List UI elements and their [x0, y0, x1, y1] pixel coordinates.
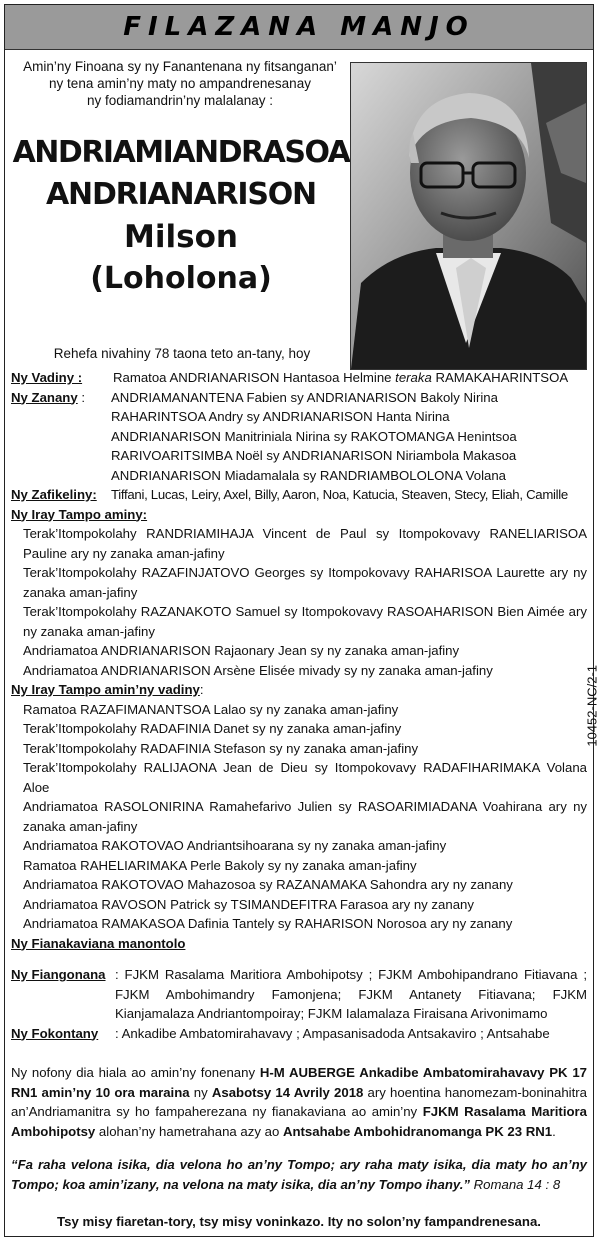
- list-item: Terak’Itompokolahy RANDRIAMIHAJA Vincent de Paul sy Itompokovavy RANELIARISOA Pauline ary ny zanaka aman-jafiny: [23, 526, 587, 561]
- intro-line: ny tena amin’ny maty no ampandrenesanay: [49, 76, 311, 91]
- obituary-notice: [4, 4, 600, 1237]
- list-item: Terak’Itompokolahy RAZAFINJATOVO Georges sy Itompokovavy RAHARISOA Laurette ary ny zanaka aman-jafiny: [23, 565, 587, 600]
- iray-tampo-vady-label: Ny Iray Tampo amin’ny vadiny: [11, 682, 200, 697]
- deceased-surname-2: ANDRIANARISON: [46, 177, 316, 212]
- list-item: Terak’Itompokolahy RADAFINIA Stefason sy ny zanaka aman-jafiny: [23, 740, 419, 756]
- list-item: ANDRIANARISON Miadamalala sy RANDRIAMBOLOLONA Volana: [111, 467, 507, 483]
- reference-code: 10452-NC/2-1: [585, 665, 600, 747]
- deceased-surname-1: ANDRIAMIANDRASOA: [12, 135, 350, 170]
- list-item: Ramatoa RAHELIARIMAKA Perle Bakoly sy ny zanaka aman-jafiny: [23, 857, 417, 873]
- list-item: Terak’Itompokolahy RALIJAONA Jean de Dieu sy Itompokovavy RADAFIHARIMAKA Volana Aloe: [23, 760, 587, 795]
- intro-line: ny fodiamandrin’ny malalanay :: [86, 93, 274, 108]
- list-item: ANDRIAMANANTENA Fabien sy ANDRIANARISON Bakoly Nirina: [111, 389, 498, 405]
- list-item: Andriamatoa ANDRIANARISON Rajaonary Jean sy ny zanaka aman-jafiny: [23, 643, 460, 658]
- fiangonana-text: : FJKM Rasalama Maritiora Ambohipotsy ; FJKM Ambohipandrano Fitiavana ; FJKM Ambohimandry Famonjena; FJKM Antanety Fitiavana; FJKM Kianjamalaza Andriantompoiray; FJKM Ialamalaza Firaisana Arivonimamo: [115, 967, 587, 1021]
- vady-label: Ny Vadiny :: [11, 370, 83, 385]
- list-item: Terak’Itompokolahy RAZANAKOTO Samuel sy Itompokovavy RASOAHARISON Bien Aimée ary ny zanaka aman-jafiny: [23, 604, 587, 639]
- closing-line: Tsy misy fiaretan-tory, tsy misy voninkazo. Ity no solon’ny fampandrenesana.: [57, 1214, 541, 1229]
- deceased-portrait-photo: [350, 62, 587, 370]
- list-item: Ramatoa RAZAFIMANANTSOA Lalao sy ny zanaka aman-jafiny: [23, 701, 399, 717]
- family-list: Ny Vadiny : Ramatoa ANDRIANARISON Hantasoa Helmine teraka RAMAKAHARINTSOA Ny Zanany : ANDRIAMANANTENA Fabien sy ANDRIANARISON Bakoly Nirina RAHARINTSOA Andry sy ANDRIANARISON Hanta Nirina ANDRIANARISON Manitriniala Nirina sy RAKOTOMANGA Henintsoa RARIVOARITSIMBA Noël sy ANDRIANARISON Niriambola Makasoa ANDRIANARISON Miadamalala sy RANDRIAMBOLOLONA Volana Ny Zafikeliny: Tiffani, Lucas, Leiry, Axel, Billy, Aaron, Noa, Katucia, Steaven, Stecy, Eliah, Camille Ny Iray Tampo aminy: Terak’Itompokolahy RANDRIAMIHAJA Vincent de Paul sy Itompokovavy RANELIARISOA Pauline ary ny zanaka aman-jafiny Terak’Itompokolahy RAZAFINJATOVO Georges sy Itompokovavy RAHARISOA Laurette ary ny zanaka aman-jafiny Terak’Itompokolahy RAZANAKOTO Samuel sy Itompokovavy RASOAHARISON Bien Aimée ary ny zanaka aman-jafiny Andriamatoa ANDRIANARISON Rajaonary Jean sy ny zanaka aman-jafiny Andriamatoa ANDRIANARISON Arsène Elisée mivady sy ny zanaka aman-jafiny Ny Iray Tampo amin’ny vadiny: Ramatoa RAZAFIMANANTSOA Lalao sy ny zanaka aman-jafiny Terak’Itompokolahy RADAFINIA Danet sy ny zanaka aman-jafiny Terak’Itompokolahy RADAFINIA Stefason sy ny zanaka aman-jafiny Terak’Itompokolahy RALIJAONA Jean de Dieu sy Itompokovavy RADAFIHARIMAKA Volana Aloe Andriamatoa RASOLONIRINA Ramahefarivo Julien sy RASOARIMIADANA Voahirana ary ny zanaka aman-jafiny Andriamatoa RAKOTOVAO Andriantsihoarana sy ny zanaka aman-jafiny Ramatoa RAHELIARIMAKA Perle Bakoly sy ny zanaka aman-jafiny Andriamatoa RAKOTOVAO Mahazosoa sy RAZANAMAKA Sahondra ary ny zanany Andriamatoa RAVOSON Patrick sy TSIMANDEFITRA Farasoa ary ny zanany Andriamatoa RAMAKASOA Dafinia Tantely sy RAHARISON Norosoa ary ny zanany Ny Fianakaviana manontolo Ny Fiangonana : FJKM Rasalama Maritiora Ambohipotsy ; FJKM Ambohipandrano Fitiavana ; FJKM Ambohimandry Famonjena; FJKM Antanety Fitiavana; FJKM Kianjamalaza Andriantompoiray; FJKM Ialamalaza Firaisana Arivonimamo Ny Fokontany : Ankadibe Ambatomirahavavy ; Ampasanisadoda Antsakaviro ; Antsahabe Ny nofony dia hiala ao amin’ny fonenany H-M AUBERGE Ankadibe Ambatomirahavavy PK 17 RN1 amin’ny 10 ora maraina ny Asabotsy 14 Avrily 2018 ary hoentina hanomezam-boninahitra an’Andriamanitra sy ho fampaherezana ny fianakaviana ao amin’ny FJKM Rasalama Maritiora Ambohipotsy alohan’ny hametrahana azy ao Antsahabe Ambohidranomanga PK 23 RN1. “Fa raha velona isika, dia velona ho an’ny Tompo; ary raha maty isika, dia maty ho an’ny Tompo; koa amin’izany, na velona na maty isika, dia an’ny Tompo ihany.” Romana 14 : 8 Tsy misy fiaretan-tory, tsy misy voninkazo. Ity no solon’ny fampandrenesana.: [5, 368, 593, 1232]
- zanany-row: Ny Zanany : ANDRIAMANANTENA Fabien sy ANDRIANARISON Bakoly Nirina RAHARINTSOA Andry sy ANDRIANARISON Hanta Nirina ANDRIANARISON Manitriniala Nirina sy RAKOTOMANGA Henintsoa RARIVOARITSIMBA Noël sy ANDRIANARISON Niriambola Makasoa ANDRIANARISON Miadamalala sy RANDRIAMBOLOLONA Volana: [11, 388, 587, 486]
- list-item: Andriamatoa RAKOTOVAO Andriantsihoarana sy ny zanaka aman-jafiny: [23, 838, 447, 853]
- top-section: [5, 50, 593, 368]
- list-item: RAHARINTSOA Andry sy ANDRIANARISON Hanta Nirina: [111, 409, 450, 424]
- fokontany-row: [11, 1024, 587, 1044]
- intro-line: Amin’ny Finoana sy ny Fanantenana ny fitsanganan’: [23, 59, 337, 74]
- bible-reference: Romana 14 : 8: [469, 1176, 561, 1192]
- zanany-label: Ny Zanany: [11, 389, 78, 405]
- fianakaviana-label: Ny Fianakaviana manontolo: [11, 935, 186, 951]
- zanany-list: [111, 388, 517, 486]
- deceased-title: (Loholona): [90, 261, 272, 296]
- iray-tampo-vady-list: [11, 700, 587, 934]
- list-item: ANDRIANARISON Manitriniala Nirina sy RAKOTOMANGA Henintsoa: [111, 428, 517, 444]
- fokontany-text: : Ankadibe Ambatomirahavavy ; Ampasanisadoda Antsakaviro ; Antsahabe: [115, 1025, 550, 1041]
- intro-text: [13, 58, 347, 109]
- fokontany-label: Ny Fokontany: [11, 1025, 99, 1041]
- age-line: Rehefa nivahiny 78 taona teto an-tany, hoy: [53, 346, 311, 361]
- list-item: Andriamatoa RASOLONIRINA Ramahefarivo Julien sy RASOARIMIADANA Voahirana ary ny zanaka aman-jafiny: [23, 799, 587, 834]
- iray-tampo-list: [11, 524, 587, 680]
- fiangonana-label: Ny Fiangonana: [11, 967, 106, 982]
- fiangonana-row: [11, 965, 587, 1024]
- iray-tampo-label: Ny Iray Tampo aminy:: [11, 506, 148, 522]
- vady-text: Ramatoa ANDRIANARISON Hantasoa Helmine teraka RAMAKAHARINTSOA: [113, 370, 569, 385]
- list-item: Andriamatoa RAKOTOVAO Mahazosoa sy RAZANAMAKA Sahondra ary ny zanany: [23, 877, 513, 892]
- list-item: Andriamatoa ANDRIANARISON Arsène Elisée mivady sy ny zanaka aman-jafiny: [23, 662, 493, 678]
- list-item: Andriamatoa RAVOSON Patrick sy TSIMANDEFITRA Farasoa ary ny zanany: [23, 896, 474, 912]
- list-item: Andriamatoa RAMAKASOA Dafinia Tantely sy RAHARISON Norosoa ary ny zanany: [23, 916, 513, 931]
- portrait-image: [351, 63, 586, 369]
- funeral-details: Ny nofony dia hiala ao amin’ny fonenany H-M AUBERGE Ankadibe Ambatomirahavavy PK 17 RN1 amin’ny 10 ora maraina ny Asabotsy 14 Avrily 2018 ary hoentina hanomezam-boninahitra an’Andriamanitra sy ho fampaherezana ny fianakaviana ao amin’ny FJKM Rasalama Maritiora Ambohipotsy alohan’ny hametrahana azy ao Antsahabe Ambohidranomanga PK 23 RN1.: [11, 1065, 588, 1139]
- zafikeliny-row: [11, 485, 587, 505]
- notice-title: FILAZANA MANJO: [123, 12, 475, 42]
- notice-header: [5, 5, 593, 50]
- list-item: RARIVOARITSIMBA Noël sy ANDRIANARISON Niriambola Makasoa: [111, 448, 517, 463]
- bible-quote: “Fa raha velona isika, dia velona ho an’ny Tompo; ary raha maty isika, dia maty ho an’ny Tompo; koa amin’izany, na velona na maty isika, dia an’ny Tompo ihany.” Romana 14 : 8: [11, 1157, 587, 1192]
- list-item: Terak’Itompokolahy RADAFINIA Danet sy ny zanaka aman-jafiny: [23, 721, 402, 736]
- zafikeliny-text: Tiffani, Lucas, Leiry, Axel, Billy, Aaron, Noa, Katucia, Steaven, Stecy, Eliah, Camille: [111, 487, 568, 502]
- deceased-name: [11, 132, 351, 300]
- deceased-first-name: Milson: [124, 219, 238, 255]
- zafikeliny-label: Ny Zafikeliny:: [11, 487, 97, 502]
